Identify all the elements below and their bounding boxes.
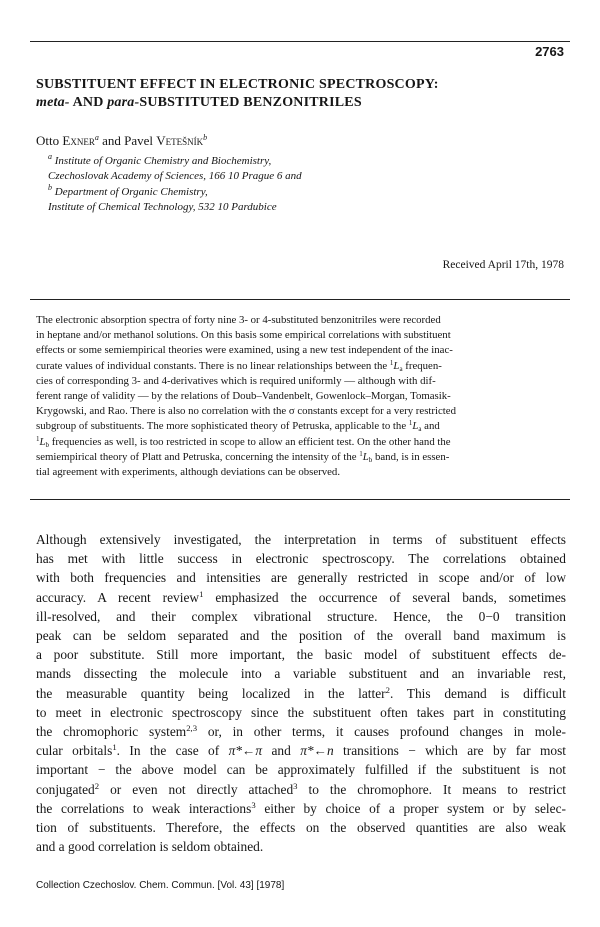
- body-line: mands dissecting the molecule into a variable substituent and an invariable rest,: [36, 666, 566, 682]
- reference-mark: 2: [385, 684, 390, 695]
- affiliation-b-line-2: Institute of Chemical Technology, 532 10 Pardubice: [48, 201, 277, 213]
- body-text: . This demand is difficult: [389, 685, 566, 701]
- body-line: [36, 799, 566, 818]
- transition-symbol: π*←π: [228, 743, 263, 759]
- affiliation-a: [48, 154, 468, 184]
- reference-mark: 1: [112, 742, 117, 753]
- abstract-line: cies of corresponding 3- and 4-derivatives which is required uniformly — although with dif-: [36, 374, 436, 387]
- body-line: important − the above model can be approximately fulfilled if the substituent is not: [36, 762, 566, 778]
- reference-mark: 3: [293, 780, 298, 791]
- body-line: has met with little success in electronic spectroscopy. The correlations obtained: [36, 551, 566, 567]
- body-line: peak can be seldom separated and the position of the overall band maximum is: [36, 628, 566, 644]
- title-line-2: [36, 94, 576, 112]
- reference-mark: 1: [199, 588, 204, 599]
- reference-mark: 2,3: [186, 723, 198, 734]
- body-line: [36, 780, 566, 799]
- abstract-text: curate values of individual constants. There is no linear relationships between the: [36, 359, 390, 372]
- body-line: [36, 684, 566, 703]
- abstract-sub: b: [368, 455, 373, 464]
- abstract-line: effects or some semiempirical theories were examined, using a new test independent of the inac-: [36, 344, 453, 357]
- title-rest: SUBSTITUTED BENZONITRILES: [139, 95, 362, 110]
- article-title: [36, 76, 576, 112]
- abstract-sub: a: [399, 364, 403, 373]
- journal-footer: Collection Czechoslov. Chem. Commun. [Vol. 43] [1978]: [36, 880, 285, 891]
- body-line: [36, 722, 566, 741]
- reference-mark: 3: [251, 800, 256, 811]
- abstract-sub: a: [418, 425, 422, 434]
- abstract-top-rule: [30, 299, 570, 300]
- body-paragraph: [36, 530, 566, 856]
- body-line: to meet in electronic spectroscopy since the substituent often takes part in constituting: [36, 704, 566, 720]
- body-text: accuracy. A recent review: [36, 589, 200, 605]
- abstract-line: in heptane and/or methanol solutions. On this basis some empirical correlations with substituent: [36, 329, 451, 342]
- body-text: cular orbitals: [36, 743, 113, 759]
- author-list: [36, 133, 207, 149]
- author-1-affiliation-mark: a: [94, 133, 99, 142]
- body-text: or even not directly attached: [99, 781, 294, 797]
- author-2-last: Vetešník: [156, 133, 204, 148]
- body-text: . In the case of: [116, 743, 229, 759]
- abstract-line: [36, 435, 566, 450]
- abstract-symbol: L: [412, 420, 419, 433]
- received-date: Received April 17th, 1978: [442, 259, 564, 271]
- abstract-sub: b: [45, 440, 50, 449]
- author-2-affiliation-mark: b: [203, 133, 208, 142]
- reference-mark: 2: [94, 780, 100, 791]
- affiliation-a-line-1: [48, 154, 468, 169]
- body-text: the chromophoric system: [36, 724, 187, 740]
- body-line: and a good correlation is seldom obtained.: [36, 839, 264, 855]
- abstract-line: The electronic absorption spectra of forty nine 3- or 4-substituted benzonitriles were recorded: [36, 314, 441, 326]
- body-text: transitions − which are by far most: [333, 743, 566, 759]
- body-text: emphasized the occurrence of several bands, sometimes: [203, 589, 567, 605]
- abstract-sup: 1: [408, 419, 413, 428]
- header-rule: [30, 41, 570, 42]
- title-para: para-: [107, 95, 140, 110]
- title-and: AND: [69, 95, 108, 110]
- abstract-line: [36, 419, 566, 434]
- body-line: [36, 588, 566, 607]
- author-1-last: Exner: [62, 133, 95, 148]
- abstract-symbol: L: [393, 359, 400, 372]
- body-text: or, in other terms, it causes profound changes in mole-: [197, 724, 566, 740]
- abstract-text: and: [421, 420, 440, 433]
- body-text: the measurable quantity being localized in the latter: [36, 685, 386, 701]
- abstract-bottom-rule: [30, 499, 570, 500]
- abstract-line: tial agreement with experiments, although deviations can be observed.: [36, 466, 341, 479]
- abstract: [36, 313, 566, 480]
- abstract-line: [36, 450, 566, 465]
- body-line: with both frequencies and intensities are generally restricted in scope and/or of low: [36, 570, 566, 586]
- transition-symbol: π*←n: [300, 743, 334, 759]
- abstract-text: frequen-: [402, 359, 442, 372]
- body-text: the correlations to weak interactions: [36, 800, 252, 816]
- page-number: 2763: [535, 44, 564, 59]
- affiliation-a-mark: a: [48, 152, 52, 161]
- body-text: and: [262, 743, 301, 759]
- abstract-text: semiempirical theory of Platt and Petruska, concerning the intensity of the: [36, 450, 360, 463]
- body-line: Although extensively investigated, the interpretation in terms of substituent effects: [36, 532, 566, 547]
- abstract-line: ferent range of validity — by the relations of Doub–Vandenbelt, Gowenlock–Morgan, Tomasik-: [36, 390, 451, 403]
- affiliation-a-line-2: Czechoslovak Academy of Sciences, 166 10 Prague 6 and: [48, 170, 302, 182]
- abstract-sup: 1: [36, 434, 40, 443]
- body-line: tion of substituents. Therefore, the effects on the observed quantities are also weak: [36, 820, 566, 836]
- title-line-1: SUBSTITUENT EFFECT IN ELECTRONIC SPECTROSCOPY:: [36, 77, 439, 92]
- body-line: [36, 741, 566, 760]
- affiliation-b: [48, 185, 468, 215]
- abstract-text: frequencies as well, is too restricted in scope to allow an efficient test. On the other hand the: [49, 435, 451, 448]
- title-meta: meta-: [36, 95, 70, 110]
- body-text: to the chromophore. It means to restrict: [297, 781, 566, 797]
- body-line: a poor substitute. Still more important, the basic model of substituent effects de-: [36, 647, 566, 663]
- abstract-text: band, is in essen-: [372, 450, 450, 463]
- affiliation-b-mark: b: [48, 183, 52, 192]
- author-2-first: Pavel: [124, 133, 157, 148]
- abstract-symbol: L: [39, 435, 46, 448]
- abstract-line: Krygowski, and Rao. There is also no correlation with the σ constants except for a very restricted: [36, 405, 456, 418]
- body-text: either by choice of a proper system or by selec-: [255, 800, 566, 816]
- body-line: ill-resolved, and their complex vibrational structure. Hence, the 0−0 transition: [36, 608, 566, 624]
- author-1-first: Otto: [36, 133, 63, 148]
- abstract-symbol: L: [362, 450, 369, 463]
- affiliation-b-line-1: [48, 185, 468, 200]
- abstract-sup: 1: [359, 449, 363, 458]
- body-text: conjugated: [36, 781, 95, 797]
- abstract-line: [36, 359, 566, 374]
- affiliation-b-text-1: Department of Organic Chemistry,: [54, 186, 208, 198]
- abstract-text: subgroup of substituents. The more sophisticated theory of Petruska, applicable to the: [36, 420, 409, 433]
- affiliation-a-text-1: Institute of Organic Chemistry and Biochemistry,: [54, 155, 272, 167]
- author-and: and: [98, 133, 125, 148]
- abstract-sup: 1: [389, 358, 394, 367]
